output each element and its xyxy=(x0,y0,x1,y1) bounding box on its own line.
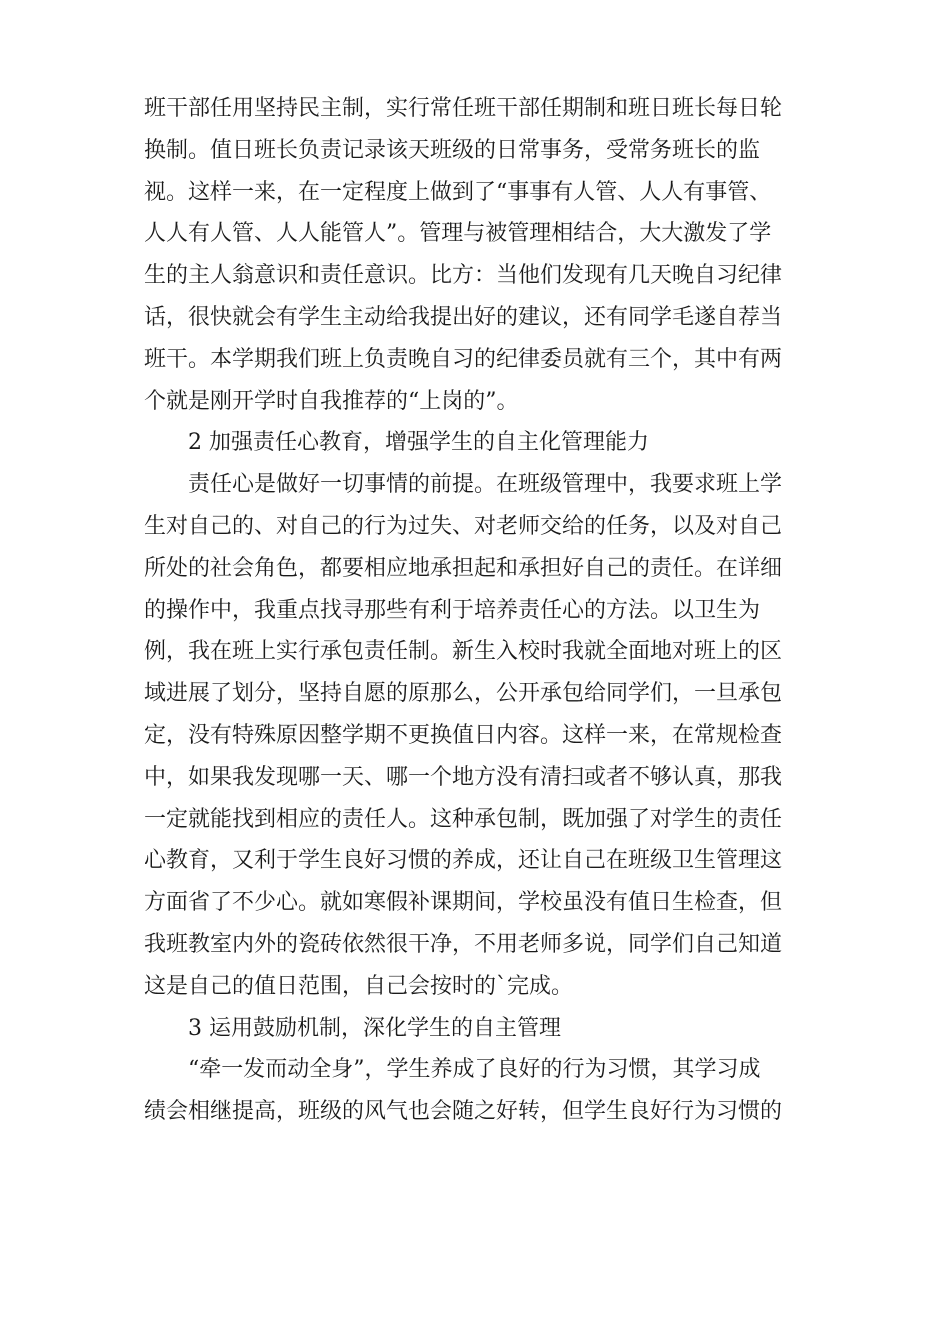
text-line: 个就是刚开学时自我推荐的“上岗的”。 xyxy=(144,388,519,414)
text-line: 域进展了划分，坚持自愿的原那么，公开承包给同学们，一旦承包 xyxy=(144,681,783,707)
text-line: 换制。值日班长负责记录该天班级的日常事务，受常务班长的监 xyxy=(144,137,761,163)
text-line: 话，很快就会有学生主动给我提出好的建议，还有同学毛遂自荐当 xyxy=(144,304,783,330)
text-line: “牵一发而动全身”，学生养成了良好的行为习惯，其学习成 xyxy=(188,1057,761,1083)
text-line: 中，如果我发现哪一天、哪一个地方没有清扫或者不够认真，那我 xyxy=(144,764,783,790)
document-body xyxy=(144,88,804,1133)
text-line: 视。这样一来，在一定程度上做到了“事事有人管、人人有事管、 xyxy=(144,179,772,205)
section-heading: 3 运用鼓励机制，深化学生的自主管理 xyxy=(188,1015,561,1041)
text-line: 绩会相继提高，班级的风气也会随之好转，但学生良好行为习惯的 xyxy=(144,1099,783,1125)
text-line: 班干部任用坚持民主制，实行常任班干部任期制和班日班长每日轮 xyxy=(144,96,783,121)
text-line: 的操作中，我重点找寻那些有利于培养责任心的方法。以卫生为 xyxy=(144,597,761,623)
text-line: 我班教室内外的瓷砖依然很干净，不用老师多说，同学们自己知道 xyxy=(144,931,783,957)
text-line: 心教育，又利于学生良好习惯的养成，还让自己在班级卫生管理这 xyxy=(144,848,783,874)
text-line: 生的主人翁意识和责任意识。比方：当他们发现有几天晚自习纪律 xyxy=(144,263,783,289)
text-line: 人人有人管、人人能管人”。管理与被管理相结合，大大激发了学 xyxy=(144,221,772,247)
text-line: 所处的社会角色，都要相应地承担起和承担好自己的责任。在详细 xyxy=(144,555,783,581)
text-line: 一定就能找到相应的责任人。这种承包制，既加强了对学生的责任 xyxy=(144,806,783,832)
text-line: 责任心是做好一切事情的前提。在班级管理中，我要求班上学 xyxy=(188,472,783,498)
text-line: 生对自己的、对自己的行为过失、对老师交给的任务，以及对自己 xyxy=(144,513,783,539)
text-line: 这是自己的值日范围，自己会按时的`完成。 xyxy=(144,973,574,999)
text-line: 班干。本学期我们班上负责晚自习的纪律委员就有三个，其中有两 xyxy=(144,346,783,372)
text-line: 方面省了不少心。就如寒假补课期间，学校虽没有值日生检查，但 xyxy=(144,890,783,916)
text-line: 定，没有特殊原因整学期不更换值日内容。这样一来，在常规检查 xyxy=(144,722,783,748)
text-line: 例，我在班上实行承包责任制。新生入校时我就全面地对班上的区 xyxy=(144,639,783,665)
section-heading: 2 加强责任心教育，增强学生的自主化管理能力 xyxy=(188,430,649,456)
